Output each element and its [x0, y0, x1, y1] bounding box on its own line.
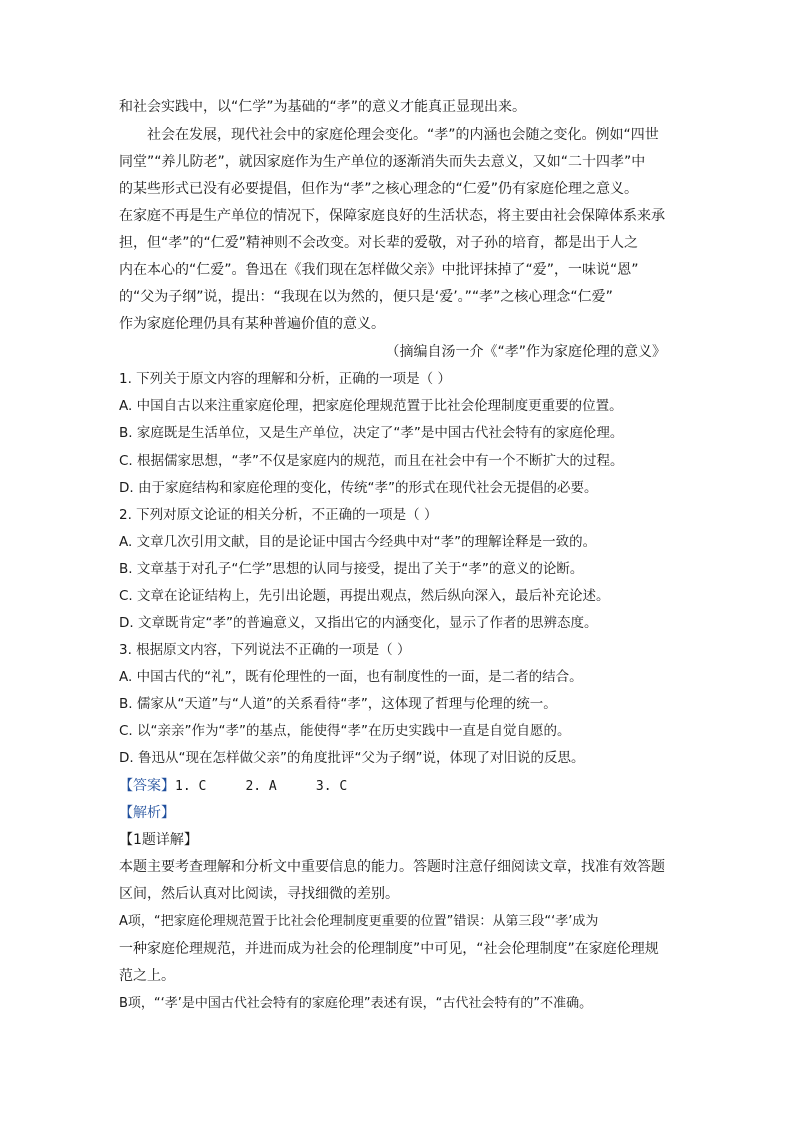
answer-line [119, 776, 347, 797]
question-2-option-d: D. 文章既肯定“孝”的普遍意义，又指出它的内涵变化，显示了作者的思辨态度。 [119, 615, 598, 631]
detail-line: A项，“把家庭伦理规范置于比社会伦理制度更重要的位置”错误：从第三段“‘孝’成为 [119, 914, 599, 929]
detail-line: 一种家庭伦理规范，并进而成为社会的伦理制度”中可见，“社会伦理制度”在家庭伦理规 [119, 941, 659, 957]
question-3-option-b: B. 儒家从“天道”与“人道”的关系看待“孝”，这体现了哲理与伦理的统一。 [119, 696, 557, 712]
passage-line: 同堂”“养儿防老”，就因家庭作为生产单位的逐渐消失而失去意义，又如“二十四孝”中 [119, 154, 646, 170]
question-1-option-a: A. 中国自古以来注重家庭伦理，把家庭伦理规范置于比社会伦理制度更重要的位置。 [119, 398, 623, 414]
answer-label: 【答案】 [119, 778, 175, 794]
passage-line: 内在本心的“仁爱”。鲁迅在《我们现在怎样做父亲》中批评抹掉了“爱”，一味说“恩” [119, 262, 639, 278]
passage-line: 的“父为子纲”说，提出：“我现在以为然的，便只是‘爱’。”“孝”之核心理念“仁爱” [119, 289, 613, 305]
passage-line: 和社会实践中，以“仁学”为基础的“孝”的意义才能真正显现出来。 [119, 99, 527, 115]
detail-line: 本题主要考查理解和分析文中重要信息的能力。答题时注意仔细阅读文章，找准有效答题 [119, 859, 665, 875]
detail-line: 范之上。 [119, 968, 175, 984]
detail-label: 【1题详解】 [119, 832, 198, 848]
question-3-stem: 3. 根据原文内容，下列说法不正确的一项是（ ） [119, 642, 411, 658]
detail-line: B项，“‘孝’是中国古代社会特有的家庭伦理”表述有误，“古代社会特有的”不准确。 [119, 996, 593, 1011]
question-2-option-a: A. 文章几次引用文献，目的是论证中国古今经典中对“孝”的理解诠释是一致的。 [119, 534, 597, 550]
question-1-stem: 1. 下列关于原文内容的理解和分析，正确的一项是（ ） [119, 371, 451, 387]
question-1-option-b: B. 家庭既是生活单位，又是生产单位，决定了“孝”是中国古代社会特有的家庭伦理。 [119, 425, 624, 441]
question-2-stem: 2. 下列对原文论证的相关分析，不正确的一项是（ ） [119, 507, 438, 523]
question-3-option-d: D. 鲁迅从“现在怎样做父亲”的角度批评“父为子纲”说，体现了对旧说的反思。 [119, 750, 585, 766]
passage-line: 在家庭不再是生产单位的情况下，保障家庭良好的生活状态，将主要由社会保障体系来承 [119, 208, 665, 224]
source-citation: （摘编自汤一介《“孝”作为家庭伦理的意义》 [385, 344, 666, 360]
passage-line: 的某些形式已没有必要提倡，但作为“孝”之核心理念的“仁爱”仍有家庭伦理之意义。 [119, 181, 639, 197]
question-3-option-a: A. 中国古代的“礼”，既有伦理性的一面，也有制度性的一面，是二者的结合。 [119, 669, 583, 685]
analysis-label: 【解析】 [119, 805, 175, 821]
question-3-option-c: C. 以“亲亲”作为“孝”的基点，能使得“孝”在历史实践中一直是自觉自愿的。 [119, 723, 571, 739]
question-2-option-c: C. 文章在论证结构上，先引出论题，再提出观点，然后纵向深入，最后补充论述。 [119, 588, 610, 604]
detail-line: 区间，然后认真对比阅读，寻找细微的差别。 [119, 886, 399, 902]
question-1-option-c: C. 根据儒家思想，“孝”不仅是家庭内的规范，而且在社会中有一个不断扩大的过程。 [119, 453, 624, 469]
passage-line: 社会在发展，现代社会中的家庭伦理会变化。“孝”的内涵也会随之变化。例如“四世 [147, 127, 659, 143]
question-1-option-d: D. 由于家庭结构和家庭伦理的变化，传统“孝”的形式在现代社会无提倡的必要。 [119, 480, 598, 496]
question-2-option-b: B. 文章基于对孔子“仁学”思想的认同与接受，提出了关于“孝”的意义的论断。 [119, 561, 584, 577]
passage-line: 担，但“孝”的“仁爱”精神则不会改变。对长辈的爱敬，对子孙的培育，都是出于人之 [119, 235, 639, 251]
answer-text: 1. C 2. A 3. C [175, 779, 348, 794]
passage-line: 作为家庭伦理仍具有某种普遍价值的意义。 [119, 316, 385, 332]
